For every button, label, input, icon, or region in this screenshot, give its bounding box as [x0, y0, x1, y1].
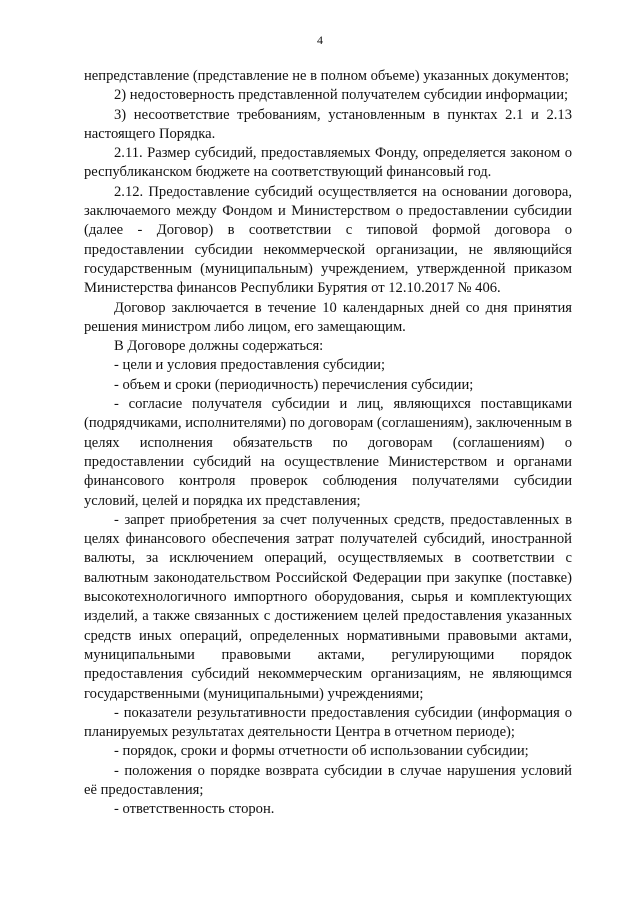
paragraph-item-2: 2) недостоверность представленной получателем субсидии информации;: [114, 87, 569, 104]
paragraph-2-12: 2.12. Предоставление субсидий осуществляется на основании договора, заключаемого между Фондом и Министерством о предоставлении субсидии (далее - Договор) в соответствии с типовой формой договора о предоставлении субсидии некоммерческой организации, не являющийся государственным (муниципальным) учреждением, утвержденной приказом Министерства финансов Республики Бурятия от 12.10.2017 № 406.: [84, 183, 572, 297]
paragraph-contract-contents-intro: В Договоре должны содержаться:: [114, 338, 324, 355]
list-item-refund: - положения о порядке возврата субсидии в случае нарушения условий её предоставления;: [84, 762, 572, 798]
list-item-consent: - согласие получателя субсидии и лиц, являющихся поставщиками (подрядчиками, исполнителями) по договорам (соглашениям), заключенным в целях исполнения обязательств по договорам (соглашениям) о предоставлении субсидий на осуществление Министерством и органами финансового контроля проверок соблюдения получателями субсидии условий, целей и порядка их представления;: [84, 396, 572, 509]
list-item-reporting: - порядок, сроки и формы отчетности об использовании субсидии;: [114, 743, 529, 760]
list-item-indicators: - показатели результативности предоставления субсидии (информация о планируемых результатах деятельности Центра в отчетном периоде);: [84, 704, 572, 741]
list-item-volume-terms: - объем и сроки (периодичность) перечисления субсидии;: [114, 376, 474, 393]
paragraph-item-3: 3) несоответствие требованиям, установленным в пунктах 2.1 и 2.13 настоящего Порядка.: [84, 106, 572, 142]
paragraph-contract-term: Договор заключается в течение 10 календарных дней со дня принятия решения министром либо лицом, его замещающим.: [84, 299, 572, 335]
paragraph-2-11: 2.11. Размер субсидий, предоставляемых Фонду, определяется законом о республиканском бюджете на соответствующий финансовый год.: [84, 145, 572, 181]
document-body: [84, 67, 572, 820]
page-number: 4: [317, 33, 323, 47]
list-item-responsibility: - ответственность сторон.: [114, 801, 275, 818]
list-item-goals: - цели и условия предоставления субсидии;: [114, 357, 386, 374]
list-item-prohibition: - запрет приобретения за счет полученных средств, предоставленных в целях финансового обеспечения затрат получателей субсидий, иностранной валюты, за исключением операций, осуществляемых в соответствии с валютным законодательством Российской Федерации при закупке (поставке) высокотехнологичного импортного оборудования, сырья и комплектующих изделий, а также связанных с достижением целей предоставления указанных средств иных операций, определенных нормативными правовыми актами, муниципальными правовыми актами, регулирующими порядок предоставления субсидий некоммерческим организациям, не являющимся государственными (муниципальными) учреждениями;: [84, 511, 572, 702]
paragraph-continuation: непредставление (представление не в полном объеме) указанных документов;: [84, 68, 570, 84]
